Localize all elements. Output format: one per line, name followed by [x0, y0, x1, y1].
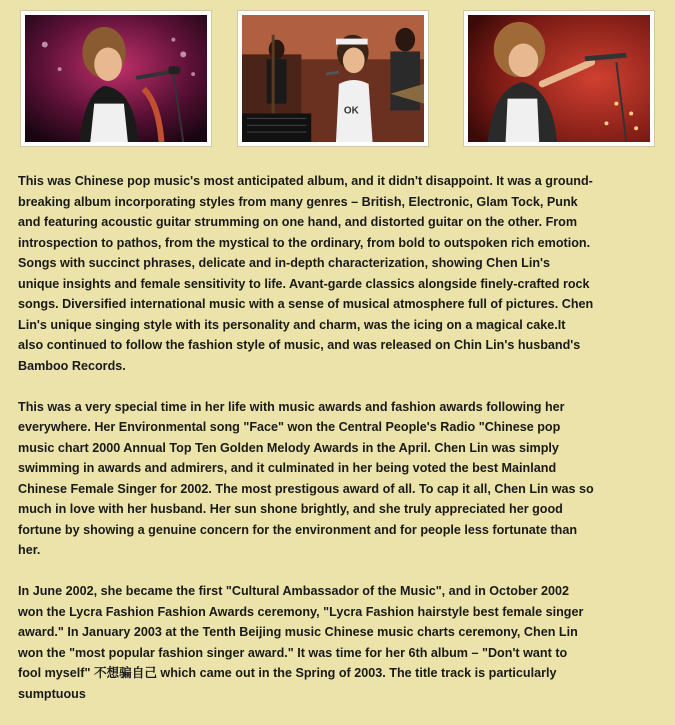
photo-frame-3 [463, 10, 655, 147]
photo-frame-1 [20, 10, 212, 147]
svg-text:OK: OK [343, 105, 359, 117]
article-paragraph-2: This was a very special time in her life with music awards and fashion awards following her everywhere. Her Environmental song "Face" won the Central People's Radio "Chinese pop music chart 2000 Annual Top Ten Golden Melody Awards in the April. Chen Lin was simply swimming in awards and admirers, and it culminated in her being voted the best Mainland Chinese Female Singer for 2002. The most prestigous award of all. To cap it all, Chen Lin was so much in love with her husband. Her sun shone brightly, and she truly appreciated her good fortune by showing a genuine concern for the environment and for people less fortunate than her. [18, 399, 594, 557]
article-body [18, 171, 663, 725]
photo-frame-2 [237, 10, 429, 147]
concert-photo-1-image [25, 15, 207, 142]
concert-photo-3-image [468, 15, 650, 142]
article-paragraph-3: In June 2002, she became the first "Cultural Ambassador of the Music", and in October 2002 won the Lycra Fashion Fashion Awards ceremony, "Lycra Fashion hairstyle best female singer award." In January 2003 at the Tenth Beijing music Chinese music charts ceremony, Chen Lin won the "most popular fashion singer award." It was time for her 6th album – "Don't want to fool myself" 不想骗自己 which came out in the Spring of 2003. The title track is particularly sumptuous [18, 584, 584, 701]
concert-photo-2-image [242, 15, 424, 142]
article-paragraph-1: This was Chinese pop music's most anticipated album, and it didn't disappoint. It was a ground- breaking album incorporating styles from many genres – British, Electronic, Glam Tock, Punk and featuring acoustic guitar strumming on one hand, and distorted guitar on the other. From introspection to pathos, from the mystical to the ordinary, from bold to outspoken rich emotion. Songs with succinct phrases, delicate and in-depth characterization, showing Chen Lin's unique insights and female sensitivity to life. Avant-garde classics alongside finely-crafted rock songs. Diversified international music with a sense of musical atmosphere full of pictures. Chen Lin's unique singing style with its personality and charm, was the icing on a magical cake.It also continued to follow the fashion style of music, and was released on Chin Lin's husband's Bamboo Records. [18, 174, 594, 373]
